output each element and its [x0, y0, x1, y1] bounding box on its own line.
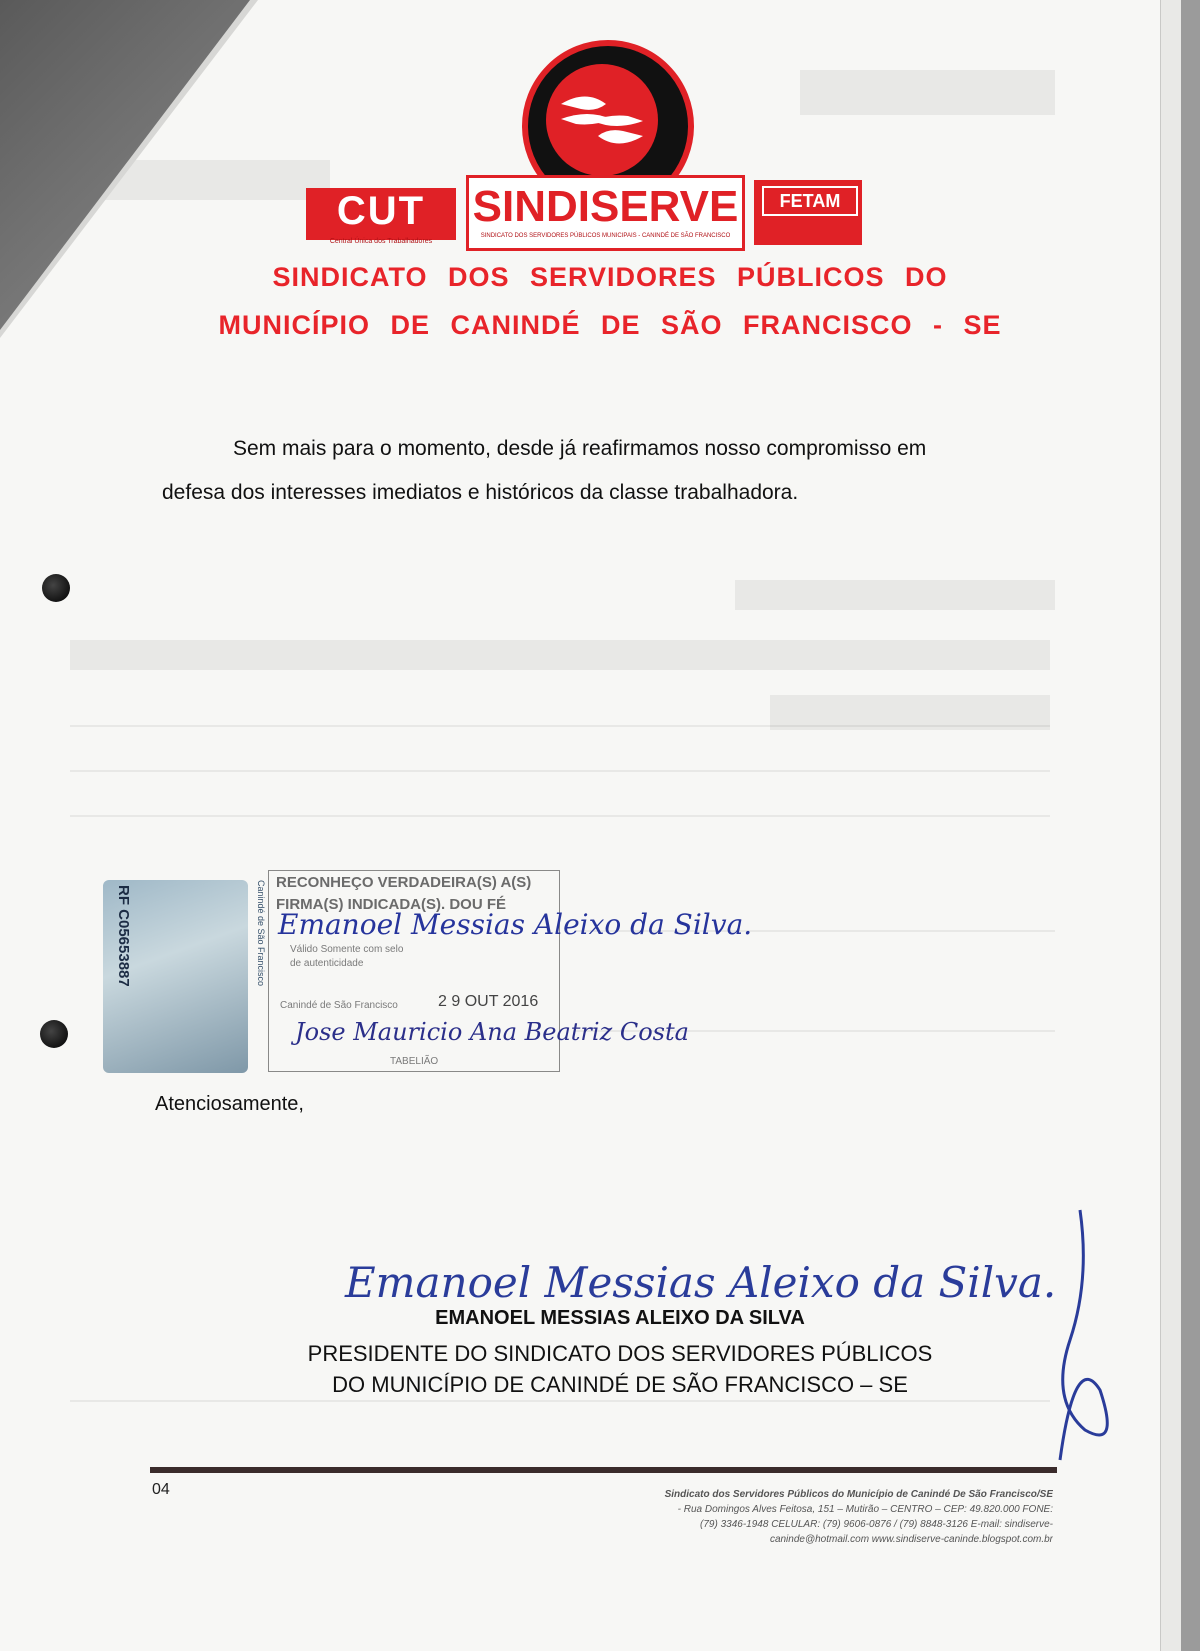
footer-rule [150, 1467, 1057, 1473]
fetam-logo: FETAM [762, 186, 858, 216]
closing-salutation: Atenciosamente, [155, 1093, 304, 1115]
footer-info-line1: Sindicato dos Servidores Públicos do Município de Canindé De São Francisco/SE [664, 1489, 1053, 1500]
signatory-title-line1: PRESIDENTE DO SINDICATO DOS SERVIDORES PÚBLICOS [307, 1341, 933, 1366]
stamp-validity-line1: Válido Somente com selo [290, 944, 404, 955]
stamp-role: TABELIÃO [390, 1056, 439, 1067]
emblem-inner [546, 64, 658, 176]
stamp-line1: RECONHEÇO VERDADEIRA(S) A(S) [276, 874, 532, 891]
seal-place: Canindé de São Francisco [256, 880, 266, 987]
union-name-line2: MUNICÍPIO DE CANINDÉ DE SÃO FRANCISCO - SE [218, 310, 1002, 340]
cut-logo-subtitle: Central Única dos Trabalhadores [329, 238, 433, 245]
notary-signed-name: Emanoel Messias Aleixo da Silva. [278, 908, 753, 941]
show-through-block [70, 815, 1050, 817]
signatory-name: EMANOEL MESSIAS ALEIXO DA SILVA [435, 1307, 805, 1329]
footer-info-line4: caninde@hotmail.com www.sindiserve-caninde.blogspot.com.br [769, 1534, 1053, 1545]
letterhead-logos [300, 40, 870, 250]
show-through-block [70, 770, 1050, 772]
cut-logo: CUT [306, 188, 456, 240]
body-paragraph-line2: defesa dos interesses imediatos e históricos da classe trabalhadora. [162, 481, 799, 504]
notary-signature: Jose Mauricio Ana Beatriz Costa [295, 1018, 689, 1046]
punch-hole [40, 1020, 68, 1048]
union-name-line1: SINDICATO DOS SERVIDORES PÚBLICOS DO [272, 262, 948, 292]
punch-hole [42, 574, 70, 602]
side-signature-mark [1030, 1200, 1130, 1470]
show-through-block [70, 725, 1050, 727]
show-through-block [70, 1400, 1050, 1402]
paper-edge [1160, 0, 1181, 1651]
sindiserve-logo: SINDISERVE [466, 175, 745, 251]
footer-contact-info [598, 1487, 1053, 1547]
hands-icon [546, 64, 658, 176]
footer-info-line2: - Rua Domingos Alves Feitosa, 151 – Mutirão – CENTRO – CEP: 49.820.000 FONE: [677, 1504, 1053, 1515]
stamp-place: Canindé de São Francisco [280, 1000, 398, 1011]
body-paragraph-line1: Sem mais para o momento, desde já reafirmamos nosso compromisso em [233, 437, 927, 460]
stamp-date: 2 9 OUT 2016 [438, 993, 539, 1010]
sindiserve-logo-subtitle: SINDICATO DOS SERVIDORES PÚBLICOS MUNICIPAIS - CANINDÉ DE SÃO FRANCISCO [480, 233, 731, 239]
page-number: 04 [152, 1481, 170, 1498]
president-signature: Emanoel Messias Aleixo da Silva. [345, 1258, 1057, 1307]
show-through-block [70, 640, 1050, 670]
signatory-title-line2: DO MUNICÍPIO DE CANINDÉ DE SÃO FRANCISCO – SE [332, 1372, 908, 1397]
stamp-validity-line2: de autenticidade [290, 958, 364, 969]
footer-info-line3: (79) 3346-1948 CELULAR: (79) 9606-0876 / (79) 8848-3126 E-mail: sindiserve- [700, 1519, 1053, 1530]
seal-code: RF C05653887 [115, 885, 132, 987]
show-through-block [735, 580, 1055, 610]
stamp-line2: FIRMA(S) INDICADA(S). DOU FÉ [276, 896, 506, 913]
